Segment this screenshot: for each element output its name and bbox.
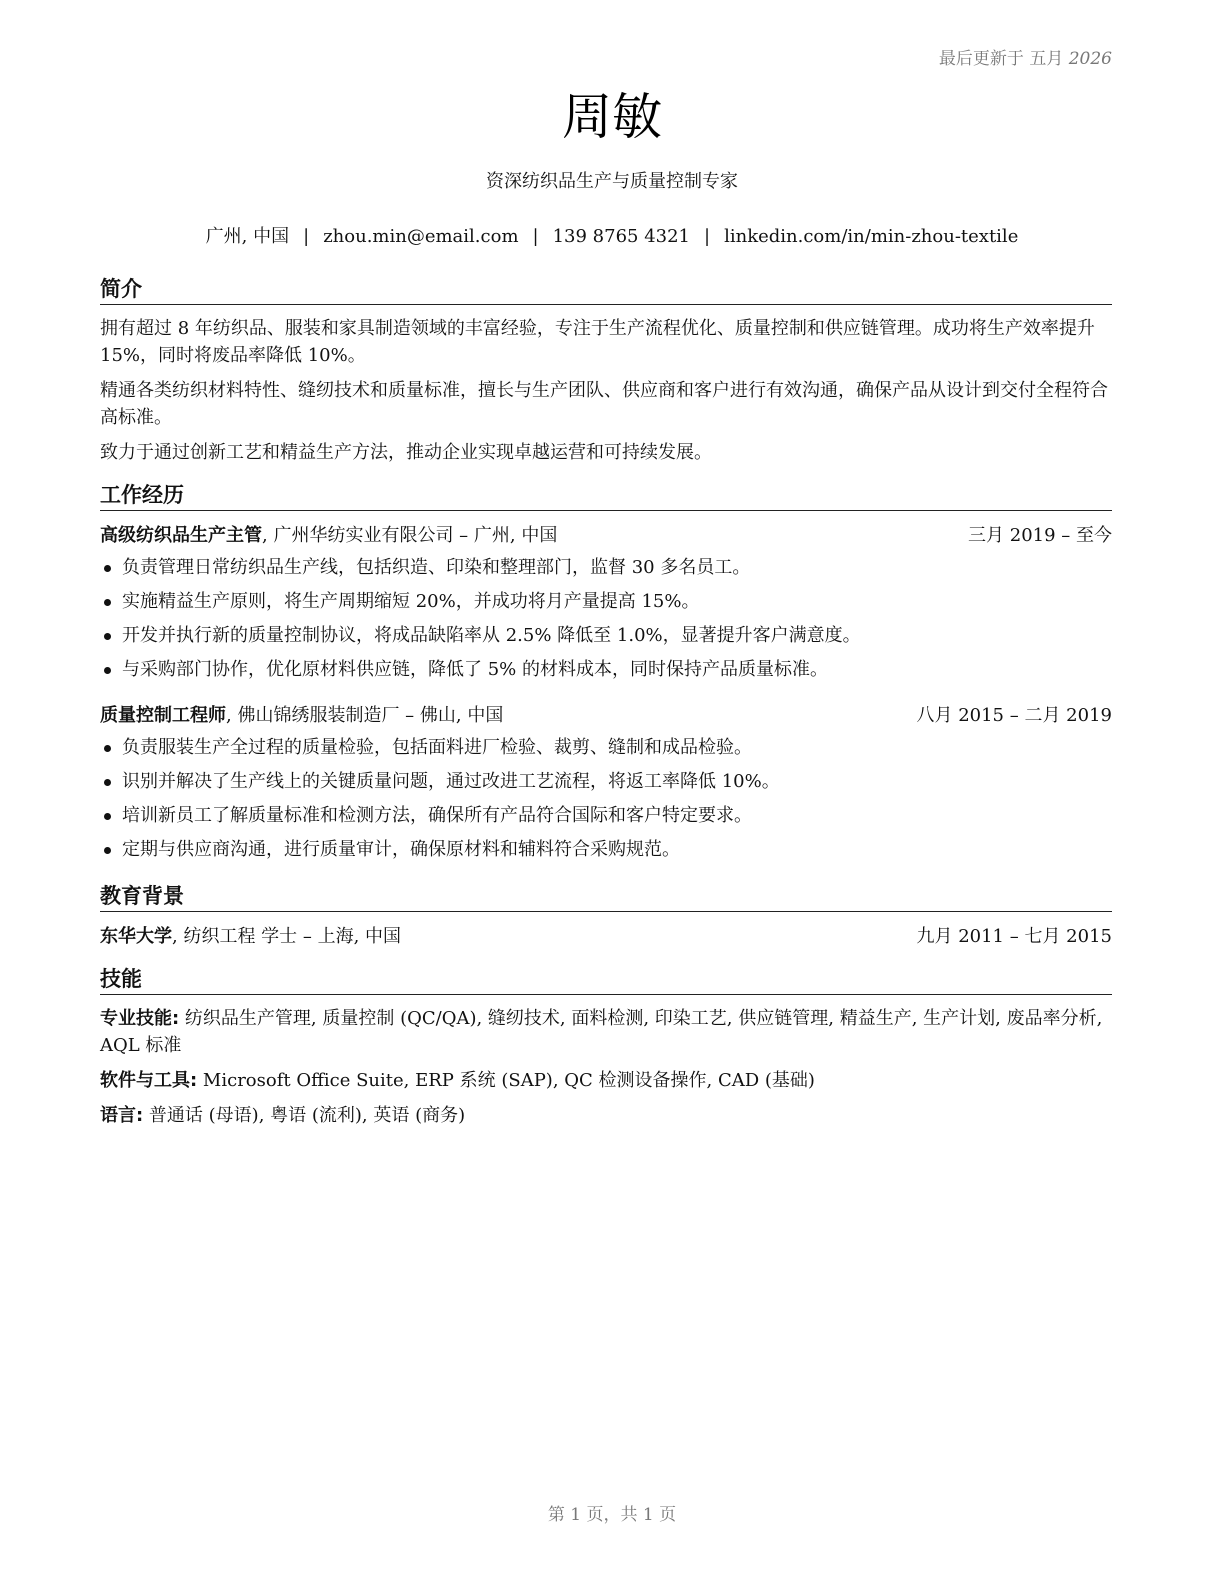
candidate-headline: 资深纺织品生产与质量控制专家 [486, 171, 738, 192]
education-entry [100, 922, 1112, 952]
contact-line [0, 223, 1224, 251]
education-detail: , 纺织工程 学士 – 上海, 中国 [172, 926, 402, 947]
skill-text: 普通话 (母语), 粤语 (流利), 英语 (商务) [143, 1105, 466, 1126]
education-section [100, 881, 1112, 952]
job-header [100, 521, 1112, 551]
skill-line [100, 1067, 1112, 1094]
resume-content [100, 274, 1112, 1137]
job-bullets [100, 731, 1112, 867]
summary-paragraph: 致力于通过创新工艺和精益生产方法，推动企业实现卓越运营和可持续发展。 [100, 442, 712, 463]
skill-line [100, 1005, 1112, 1059]
job-bullet: 负责管理日常纺织品生产线，包括织造、印染和整理部门，监督 30 多名员工。 [100, 551, 1112, 585]
contact-separator: | [704, 226, 711, 247]
section-title-summary: 简介 [100, 274, 1112, 305]
job-bullet: 负责服装生产全过程的质量检验，包括面料进厂检验、裁剪、缝制和成品检验。 [100, 731, 1112, 765]
skill-line [100, 1102, 1112, 1129]
job-entry [100, 701, 1112, 867]
last-updated-label: 最后更新于 五月 [938, 49, 1064, 69]
job-dates: 八月 2015 – 二月 2019 [916, 705, 1112, 726]
job-bullet: 开发并执行新的质量控制协议，将成品缺陷率从 2.5% 降低至 1.0%，显著提升客户满意度。 [100, 619, 1112, 653]
job-title-line [100, 701, 503, 731]
job-bullets [100, 551, 1112, 687]
skill-label: 软件与工具: [100, 1070, 198, 1091]
job-bullet: 培训新员工了解质量标准和检测方法，确保所有产品符合国际和客户特定要求。 [100, 799, 1112, 833]
summary-paragraph: 拥有超过 8 年纺织品、服装和家具制造领域的丰富经验，专注于生产流程优化、质量控制和供应链管理。成功将生产效率提升 15%，同时将废品率降低 10%。 [100, 318, 1095, 366]
contact-location: 广州, 中国 [205, 226, 290, 247]
contact-linkedin[interactable]: linkedin.com/in/min-zhou-textile [724, 226, 1019, 247]
contact-separator: | [532, 226, 539, 247]
candidate-name: 周敏 [562, 88, 662, 146]
summary-section [100, 274, 1112, 466]
contact-email[interactable]: zhou.min@email.com [323, 226, 519, 247]
job-bullet: 识别并解决了生产线上的关键质量问题，通过改进工艺流程，将返工率降低 10%。 [100, 765, 1112, 799]
education-title-line [100, 922, 401, 952]
job-bullet: 实施精益生产原则，将生产周期缩短 20%，并成功将月产量提高 15%。 [100, 585, 1112, 619]
section-title-skills: 技能 [100, 964, 1112, 995]
job-org: , 广州华纺实业有限公司 – 广州, 中国 [262, 525, 558, 546]
summary-paragraph: 精通各类纺织材料特性、缝纫技术和质量标准，擅长与生产团队、供应商和客户进行有效沟通，确保产品从设计到交付全程符合高标准。 [100, 380, 1108, 428]
job-entry [100, 521, 1112, 687]
job-header [100, 701, 1112, 731]
job-bullet: 定期与供应商沟通，进行质量审计，确保原材料和辅料符合采购规范。 [100, 833, 1112, 867]
education-school: 东华大学 [100, 926, 172, 947]
skills-section [100, 964, 1112, 1129]
education-dates: 九月 2011 – 七月 2015 [916, 926, 1112, 947]
last-updated [939, 44, 1112, 69]
skill-text: Microsoft Office Suite, ERP 系统 (SAP), QC 检测设备操作, CAD (基础) [197, 1070, 815, 1091]
section-title-education: 教育背景 [100, 881, 1112, 912]
page-number: 第 1 页，共 1 页 [547, 1505, 677, 1525]
skill-label: 语言: [100, 1105, 144, 1126]
job-title-line [100, 521, 557, 551]
skill-text: 纺织品生产管理, 质量控制 (QC/QA), 缝纫技术, 面料检测, 印染工艺, 供应链管理, 精益生产, 生产计划, 废品率分析, AQL 标准 [100, 1008, 1103, 1056]
job-dates: 三月 2019 – 至今 [968, 525, 1112, 546]
last-updated-year: 2026 [1068, 49, 1112, 69]
job-role: 质量控制工程师 [100, 705, 226, 726]
section-title-experience: 工作经历 [100, 480, 1112, 511]
contact-separator: | [303, 226, 310, 247]
skill-label: 专业技能: [100, 1008, 180, 1029]
job-bullet: 与采购部门协作，优化原材料供应链，降低了 5% 的材料成本，同时保持产品质量标准。 [100, 653, 1112, 687]
job-org: , 佛山锦绣服装制造厂 – 佛山, 中国 [226, 705, 504, 726]
job-role: 高级纺织品生产主管 [100, 525, 262, 546]
experience-section [100, 480, 1112, 867]
contact-phone[interactable]: 139 8765 4321 [552, 226, 691, 247]
